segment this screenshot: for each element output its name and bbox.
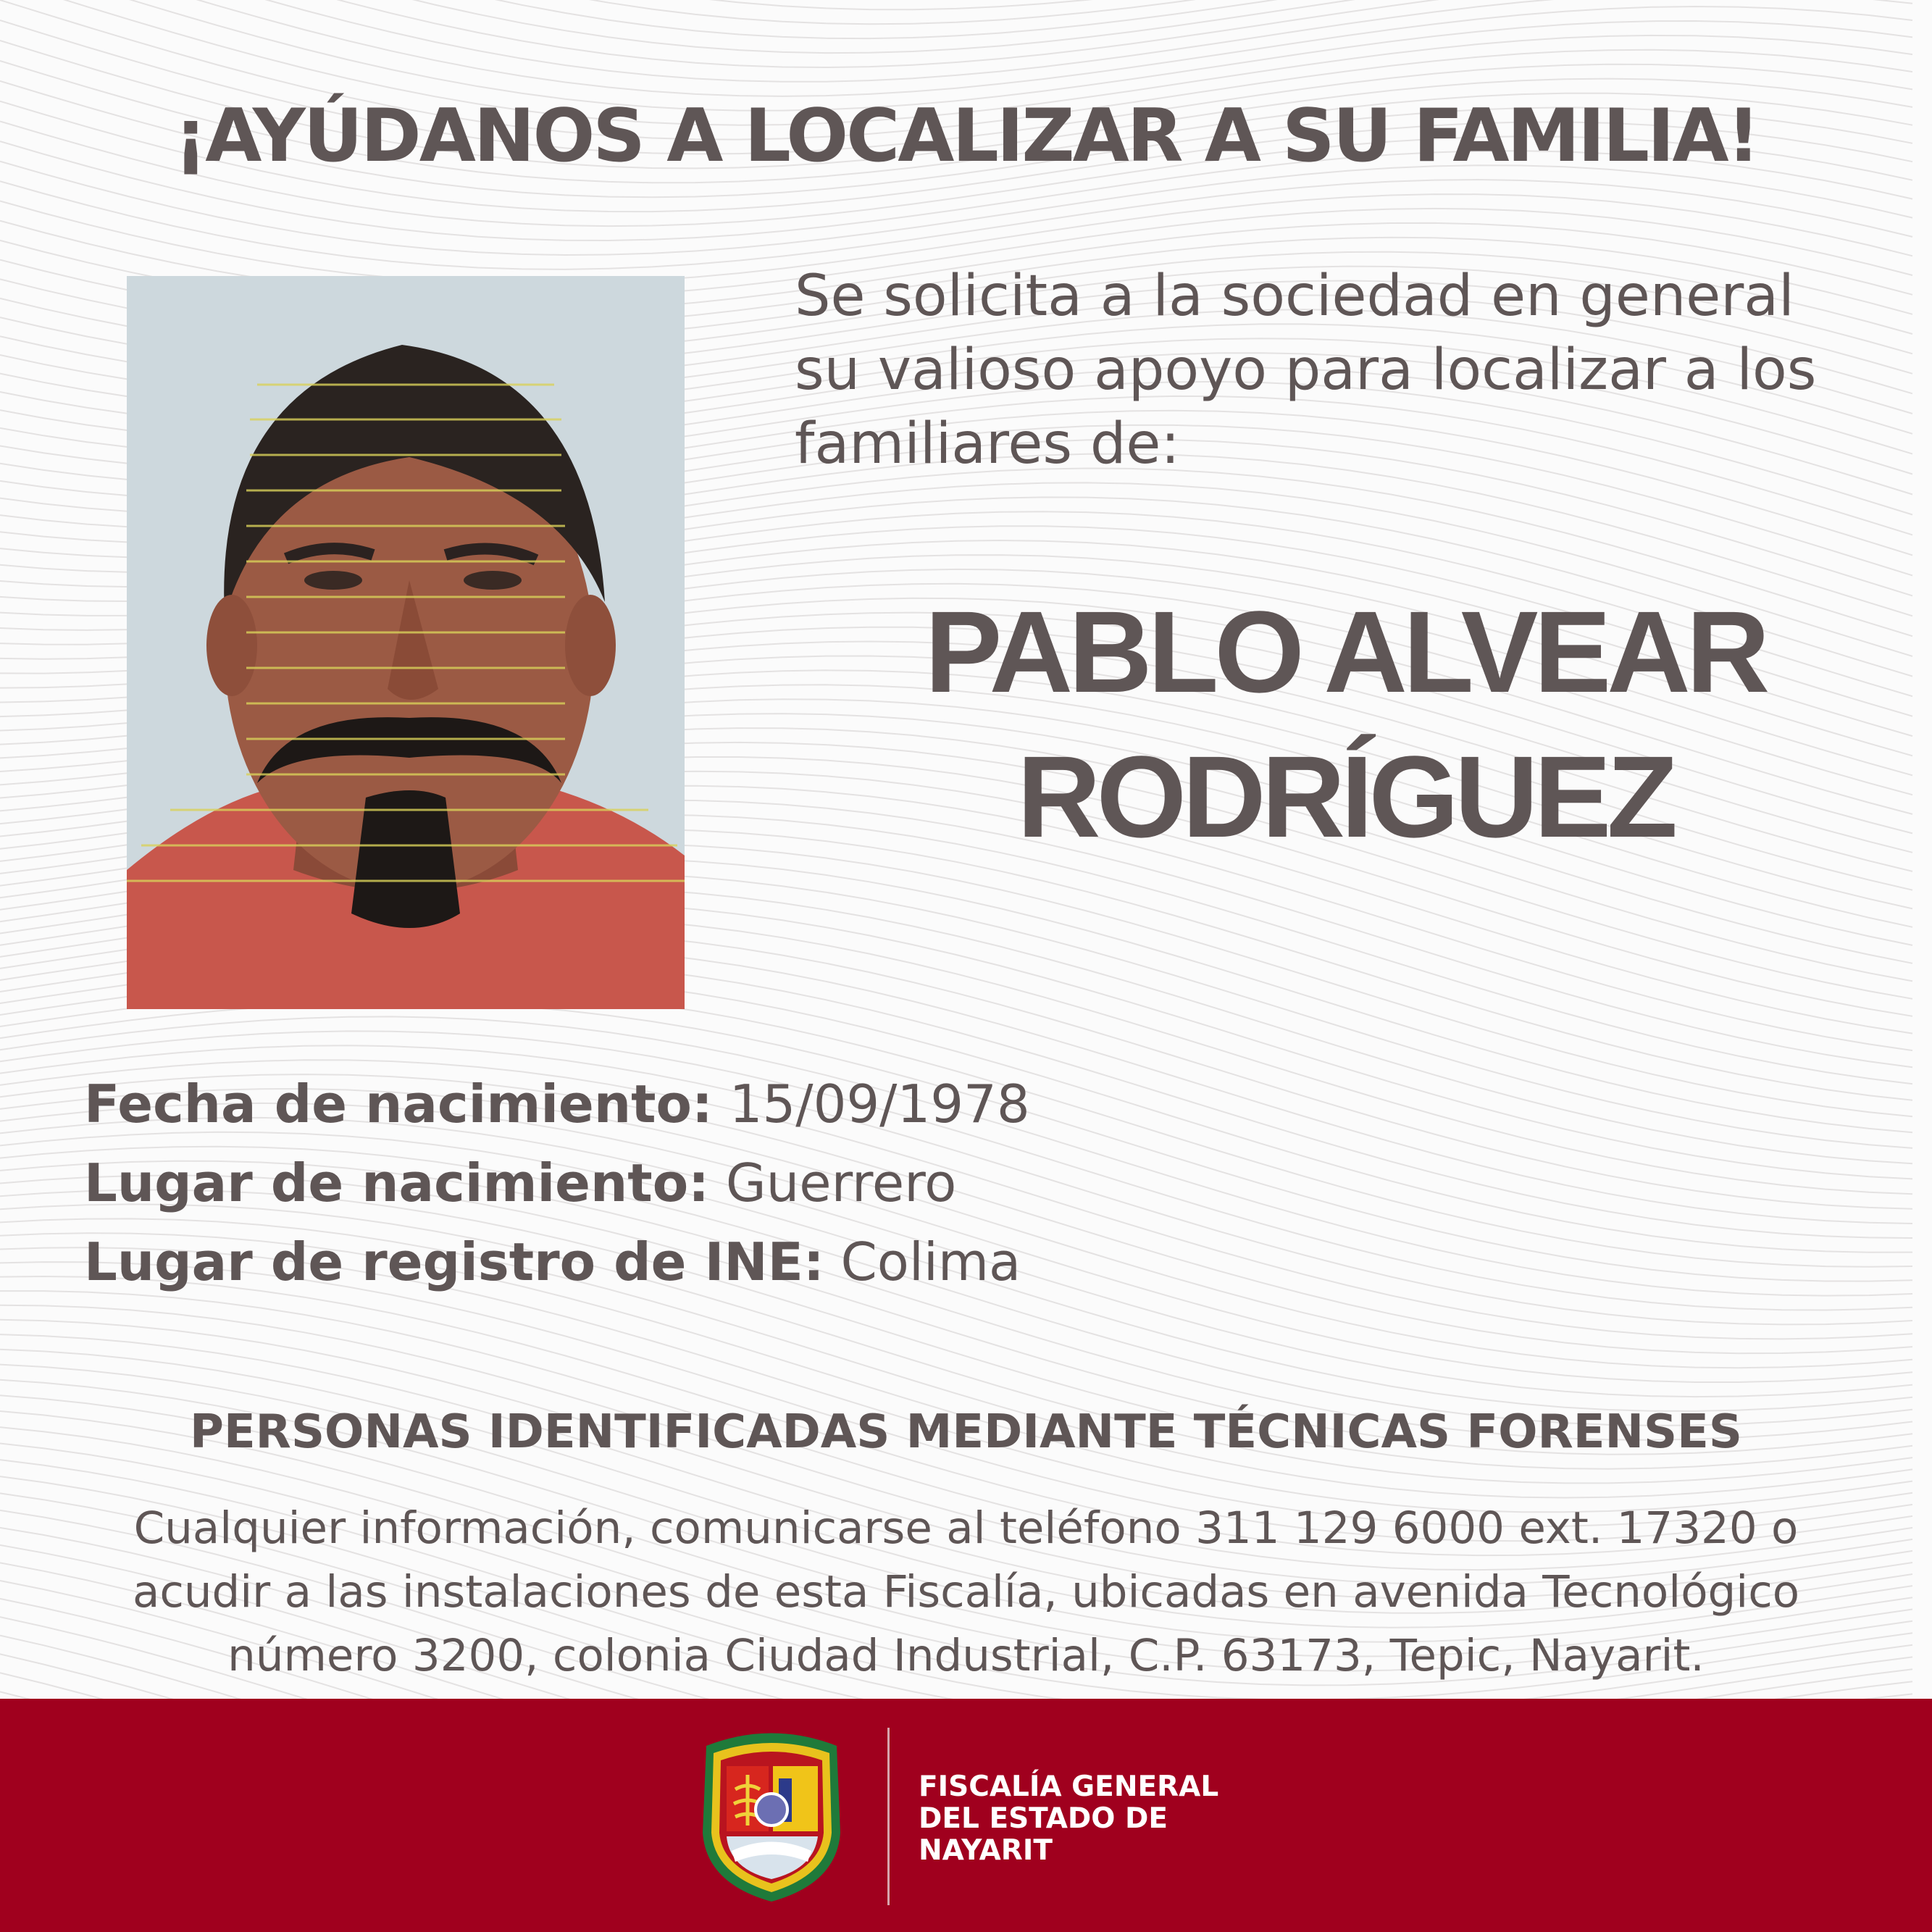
forensic-heading: PERSONAS IDENTIFICADAS MEDIANTE TÉCNICAS FORENSES — [190, 1405, 1742, 1459]
contact-line: número 3200, colonia Ciudad Industrial, C.P. 63173, Tepic, Nayarit. — [227, 1630, 1705, 1681]
detail-label: Lugar de nacimiento: — [84, 1153, 709, 1213]
request-text — [795, 259, 1896, 481]
request-line: familiares de: — [795, 411, 1180, 477]
person-details — [84, 1065, 1030, 1302]
detail-row-ine-place — [84, 1223, 1030, 1302]
person-name-line: PABLO ALVEAR — [924, 587, 1766, 716]
person-name — [795, 580, 1896, 869]
agency-name-line: FISCALÍA GENERAL — [919, 1770, 1219, 1803]
detail-value: Guerrero — [725, 1153, 957, 1213]
agency-name — [919, 1771, 1218, 1867]
contact-line: acudir a las instalaciones de esta Fiscalía, ubicadas en avenida Tecnológico — [132, 1566, 1800, 1618]
person-name-line: RODRÍGUEZ — [1017, 732, 1673, 861]
footer-divider — [887, 1728, 890, 1905]
contact-info — [0, 1497, 1932, 1688]
detail-row-birth-date — [84, 1065, 1030, 1144]
page-headline: ¡AYÚDANOS A LOCALIZAR A SU FAMILIA! — [174, 93, 1758, 178]
agency-name-line: NAYARIT — [919, 1834, 1053, 1867]
request-line: su valioso apoyo para localizar a los — [795, 338, 1817, 403]
footer-bar — [0, 1699, 1932, 1932]
contact-line: Cualquier información, comunicarse al teléfono 311 129 6000 ext. 17320 o — [133, 1502, 1799, 1554]
person-photo — [127, 276, 685, 1009]
detail-label: Lugar de registro de INE: — [84, 1231, 824, 1292]
request-line: Se solicita a la sociedad en general — [795, 264, 1794, 329]
state-crest-icon — [692, 1724, 851, 1905]
detail-label: Fecha de nacimiento: — [84, 1074, 713, 1134]
detail-row-birth-place — [84, 1144, 1030, 1223]
detail-value: 15/09/1978 — [729, 1074, 1030, 1134]
agency-name-line: DEL ESTADO DE — [919, 1802, 1168, 1835]
detail-value: Colima — [840, 1231, 1021, 1292]
